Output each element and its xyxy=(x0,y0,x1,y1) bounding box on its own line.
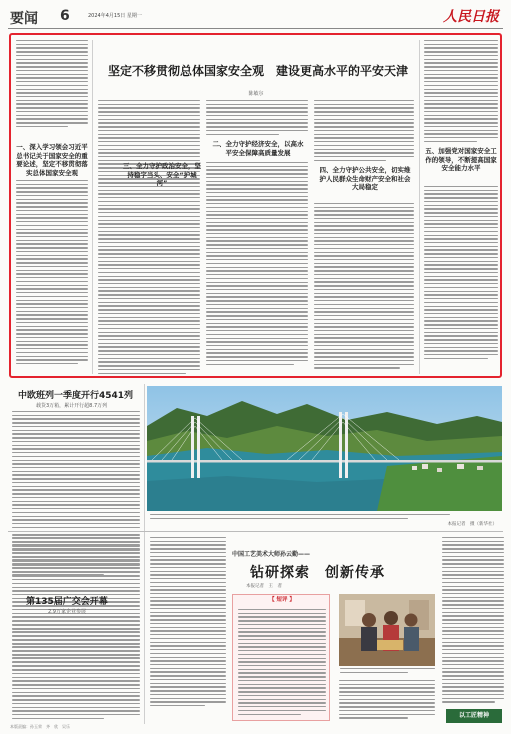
lead-article-column-3b xyxy=(206,162,308,367)
feature-title[interactable]: 钻研探索 创新传承 xyxy=(250,565,385,581)
feature-body-right xyxy=(442,537,504,705)
subhead-5: 五、加强党对国家安全工作的领导，不断提高国家安全能力水平 xyxy=(425,147,497,172)
feature-body-center xyxy=(339,680,435,721)
photo-credit: 本报记者 摄（新华社） xyxy=(447,522,497,527)
news-headline-2[interactable]: 第135届广交会开幕 xyxy=(26,597,108,607)
feature-kicker: 中国工艺美术大师孙云勤—— xyxy=(232,551,311,558)
lead-article-column-5 xyxy=(424,40,498,145)
feature-body-left xyxy=(150,537,226,709)
lead-article-title[interactable]: 坚定不移贯彻总体国家安全观 建设更高水平的平安天津 xyxy=(107,64,408,78)
bridge-photo xyxy=(147,386,502,511)
craftsman-photo xyxy=(339,594,435,666)
lead-article-column-4b xyxy=(314,203,414,371)
section-name: 要闻 xyxy=(10,11,38,27)
lead-article-column-4 xyxy=(314,100,414,163)
craftsman-photo-caption xyxy=(340,668,435,675)
page-footer: 本版责编：孙玉荣 齐 欣 吴乐 xyxy=(10,724,70,729)
newspaper-logo: 人民日报 xyxy=(443,9,499,25)
subhead-1: 一、深入学习领会习近平总书记关于国家安全的重要论述，坚定不移贯彻落实总体国家安全观 xyxy=(16,143,88,177)
lead-article-column-1 xyxy=(16,40,88,130)
column-divider xyxy=(92,40,93,374)
news-body-2 xyxy=(12,617,140,722)
news-body-1-continued xyxy=(12,537,140,578)
section-rule xyxy=(8,531,503,532)
news-headline-1[interactable]: 中欧班列一季度开行4541列 xyxy=(18,391,134,401)
news-subhead-2: 2.9万家企业参展 xyxy=(48,609,86,615)
lead-article-column-2 xyxy=(98,100,200,376)
lead-article-column-3 xyxy=(206,100,308,137)
lead-article-author: 陈敏尔 xyxy=(248,91,264,97)
subhead-4: 四、全力守护公共安全，切实维护人民群众生命财产安全和社会大局稳定 xyxy=(319,166,411,191)
lead-article-column-5b xyxy=(424,186,498,362)
slogan-banner: 以工匠精神 xyxy=(446,709,502,723)
commentary-heading: 【 短评 】 xyxy=(269,597,295,603)
commentary-box xyxy=(232,594,330,721)
masthead xyxy=(0,0,511,28)
lead-article-column-1b xyxy=(16,180,88,367)
column-divider xyxy=(144,384,145,724)
page-number: 6 xyxy=(60,8,70,24)
subhead-2: 二、全力守护经济安全，以高水平安全保障高质量发展 xyxy=(212,140,304,157)
news-subhead-1: 载货3万箱，累计开行超8.7万列 xyxy=(36,403,108,409)
subhead-3: 三、全力守护政治安全，坚持稳字当头、安全“护城河” xyxy=(123,162,201,187)
column-divider xyxy=(419,40,420,374)
masthead-rule xyxy=(8,28,503,29)
date-line: 2024年4月15日 星期一 xyxy=(88,13,142,19)
feature-author: 本报记者 王 者 xyxy=(246,584,282,589)
